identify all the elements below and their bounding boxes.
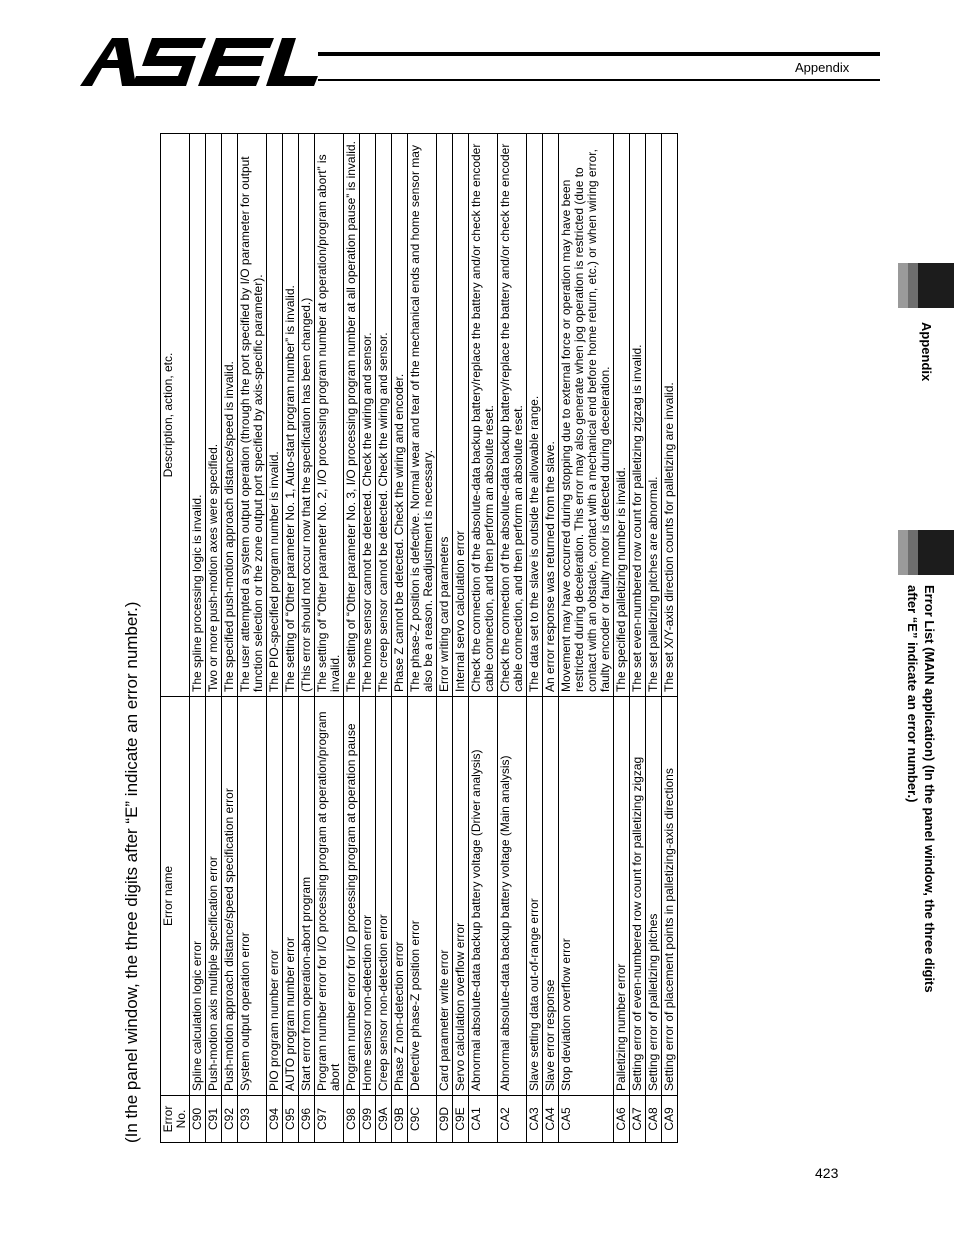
error-number: C92	[222, 1096, 238, 1143]
error-name: Creep sensor non-detection error	[376, 697, 392, 1096]
error-name: Setting error of placement points in palletizing-axis directions	[662, 697, 678, 1096]
error-number: C9E	[453, 1096, 469, 1143]
table-row	[283, 134, 299, 1143]
error-number: C96	[299, 1096, 315, 1143]
table-row	[206, 134, 222, 1143]
error-description: The set even-numbered row count for palletizing zigzag is invalid.	[630, 134, 646, 697]
error-number: CA5	[559, 1096, 614, 1143]
error-description: The phase-Z position is defective. Normal wear and tear of the mechanical ends and home sensor may also be a reason. Readjustment is necessary.	[408, 134, 437, 697]
table-row	[559, 134, 614, 1143]
error-name: Home sensor non-detection error	[360, 697, 376, 1096]
error-name: Palletizing number error	[614, 697, 630, 1096]
error-name: Slave setting data out-of-range error	[527, 697, 543, 1096]
error-name: Abnormal absolute-data backup battery voltage (Driver analysis)	[469, 697, 498, 1096]
error-number: CA4	[543, 1096, 559, 1143]
table-row	[469, 134, 498, 1143]
error-number: C94	[267, 1096, 283, 1143]
error-name: Spline calculation logic error	[190, 697, 206, 1096]
error-description: The setting of “Other parameter No. 3, I/O processing program number at all operation pause” is invalid.	[344, 134, 360, 697]
error-name: Phase Z non-detection error	[392, 697, 408, 1096]
error-number: CA1	[469, 1096, 498, 1143]
side-tab-marker	[898, 530, 954, 575]
error-description: The set X/Y-axis direction counts for palletizing are invalid.	[662, 134, 678, 697]
error-description: The setting of “Other parameter No. 1, Auto-start program number” is invalid.	[283, 134, 299, 697]
table-row	[408, 134, 437, 1143]
error-description: The spline processing logic is invalid.	[190, 134, 206, 697]
error-description: Check the connection of the absolute-data backup battery/replace the battery and/or check the encoder cable connection, and then perform an absolute reset.	[498, 134, 527, 697]
error-description: Two or more push-motion axes were specified.	[206, 134, 222, 697]
table-row	[453, 134, 469, 1143]
header-rule-thin	[318, 79, 880, 81]
error-number: CA6	[614, 1096, 630, 1143]
table-title: (In the panel window, the three digits after “E” indicate an error number.)	[122, 601, 141, 1143]
table-row	[614, 134, 630, 1143]
error-number: C97	[315, 1096, 344, 1143]
table-row	[222, 134, 238, 1143]
header-section-label: Appendix	[795, 60, 850, 75]
table-row	[630, 134, 646, 1143]
asel-logo	[78, 34, 318, 88]
error-description: The data set to the slave is outside the allowable range.	[527, 134, 543, 697]
table-row	[238, 134, 267, 1143]
error-description: An error response was returned from the slave.	[543, 134, 559, 697]
col-header-description: Description, action, etc.	[161, 134, 190, 697]
table-row	[267, 134, 283, 1143]
error-name: PIO program number error	[267, 697, 283, 1096]
error-name: Defective phase-Z position error	[408, 697, 437, 1096]
error-number: C9A	[376, 1096, 392, 1143]
error-number: CA2	[498, 1096, 527, 1143]
error-number: C9C	[408, 1096, 437, 1143]
page-number: 423	[815, 1165, 839, 1181]
table-row	[360, 134, 376, 1143]
col-header-error-no: Error No.	[161, 1096, 190, 1143]
error-name: Start error from operation-abort program	[299, 697, 315, 1096]
side-section-title: Error List (MAIN application) (In the panel window, the three digits after “E” indicate an error number.)	[905, 585, 937, 993]
error-description: The PIO-specified program number is invalid.	[267, 134, 283, 697]
table-row	[437, 134, 453, 1143]
error-name: Card parameter write error	[437, 697, 453, 1096]
error-number: C95	[283, 1096, 299, 1143]
error-list-table	[160, 133, 678, 1143]
error-description: The setting of “Other parameter No. 2, I/O processing program number at operation/program abort” is invalid.	[315, 134, 344, 697]
table-row	[498, 134, 527, 1143]
error-name: Program number error for I/O processing program at operation pause	[344, 697, 360, 1096]
error-description: The specified push-motion approach distance/speed is invalid.	[222, 134, 238, 697]
error-description: (This error should not occur now that the specification has been changed.)	[299, 134, 315, 697]
error-number: C91	[206, 1096, 222, 1143]
table-row	[662, 134, 678, 1143]
table-row	[527, 134, 543, 1143]
table-row	[190, 134, 206, 1143]
error-description: The set palletizing pitches are abnormal.	[646, 134, 662, 697]
error-name: Push-motion axis multiple specification error	[206, 697, 222, 1096]
header-rule	[318, 52, 880, 56]
table-row	[376, 134, 392, 1143]
error-name: Setting error of even-numbered row count for palletizing zigzag	[630, 697, 646, 1096]
error-description: The user attempted a system output operation (through the port specified by I/O parameter for output function selection or the zone output port specified by axis-specific parameter).	[238, 134, 267, 697]
error-number: CA7	[630, 1096, 646, 1143]
error-name: Program number error for I/O processing program at operation/program abort	[315, 697, 344, 1096]
error-description: Error writing card parameters	[437, 134, 453, 697]
error-name: Stop deviation overflow error	[559, 697, 614, 1096]
error-name: System output operation error	[238, 697, 267, 1096]
rotated-table-block	[122, 133, 828, 1143]
table-row	[392, 134, 408, 1143]
table-row	[646, 134, 662, 1143]
table-row	[344, 134, 360, 1143]
error-description: Movement may have occurred during stopping due to external force or operation may have been restricted during deceleration. This error may also generate when jog operation is restricted (due to contact with an obstacle, contact with a mechanical end before home return, etc.) or when wiring error, faulty encoder or faulty motor is detected during deceleration.	[559, 134, 614, 697]
error-description: Phase Z cannot be detected. Check the wiring and encoder.	[392, 134, 408, 697]
error-name: Slave error response	[543, 697, 559, 1096]
error-number: C9D	[437, 1096, 453, 1143]
error-description: The creep sensor cannot be detected. Check the wiring and sensor.	[376, 134, 392, 697]
table-header-row	[161, 134, 190, 1143]
error-number: C90	[190, 1096, 206, 1143]
error-name: Setting error of palletizing pitches	[646, 697, 662, 1096]
error-description: Internal servo calculation error	[453, 134, 469, 697]
error-number: C98	[344, 1096, 360, 1143]
table-row	[543, 134, 559, 1143]
side-appendix-label: Appendix	[919, 322, 934, 382]
error-description: The specified palletizing number is invalid.	[614, 134, 630, 697]
table-row	[315, 134, 344, 1143]
error-description: The home sensor cannot be detected. Check the wiring and sensor.	[360, 134, 376, 697]
error-number: C93	[238, 1096, 267, 1143]
error-name: Push-motion approach distance/speed specification error	[222, 697, 238, 1096]
col-header-error-name: Error name	[161, 697, 190, 1096]
error-number: CA8	[646, 1096, 662, 1143]
error-name: Abnormal absolute-data backup battery voltage (Main analysis)	[498, 697, 527, 1096]
side-tab-marker	[898, 263, 954, 308]
error-number: C99	[360, 1096, 376, 1143]
error-description: Check the connection of the absolute-data backup battery/replace the battery and/or check the encoder cable connection, and then perform an absolute reset.	[469, 134, 498, 697]
error-name: Servo calculation overflow error	[453, 697, 469, 1096]
error-number: CA3	[527, 1096, 543, 1143]
error-name: AUTO program number error	[283, 697, 299, 1096]
error-number: C9B	[392, 1096, 408, 1143]
table-row	[299, 134, 315, 1143]
error-number: CA9	[662, 1096, 678, 1143]
